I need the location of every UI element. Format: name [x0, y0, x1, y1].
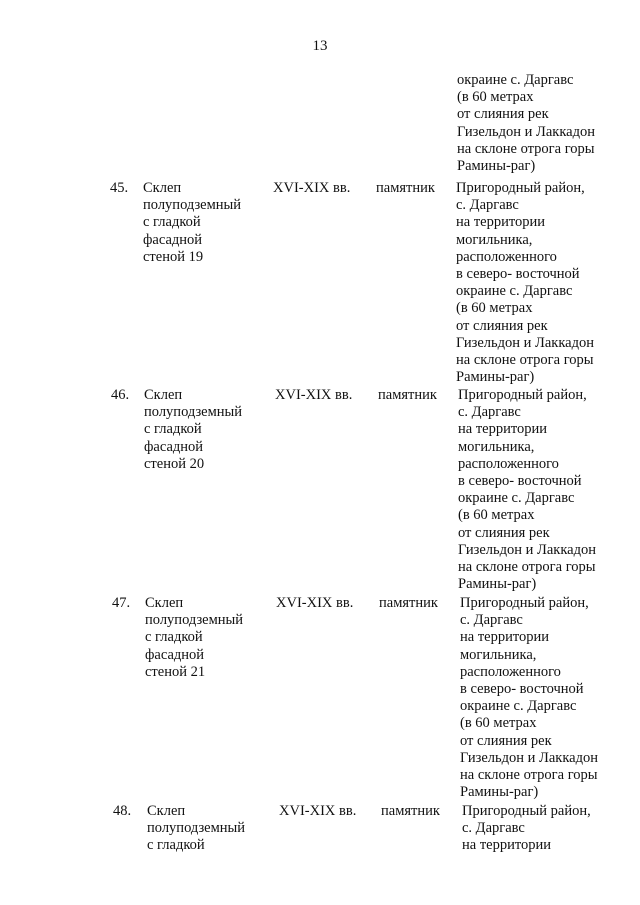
location-line: расположенного [460, 663, 561, 680]
location-line: на склоне отрога горы [456, 352, 594, 369]
location-line: Рамины-раг) [458, 576, 537, 593]
location-line: могильника, [456, 231, 533, 248]
name-line: фасадной [144, 438, 204, 455]
name-line: фасадной [145, 646, 205, 663]
location-line: от слияния рек [458, 524, 550, 541]
name-line: Склеп [144, 387, 183, 403]
location-line: Гизельдон и Лаккадон [458, 541, 596, 558]
location-line: в северо- восточной [456, 266, 580, 283]
location-line: на территории [462, 837, 552, 854]
location-line: с. Даргавс [460, 612, 523, 629]
object-name-cell [143, 180, 241, 266]
location-line: окраине с. Даргавс [458, 490, 575, 507]
category-cell: памятник [379, 595, 438, 611]
name-line: стеной 20 [144, 455, 205, 472]
location-line: на склоне отрога горы [458, 559, 596, 576]
continued-location-cell [457, 72, 595, 175]
name-line: фасадной [143, 231, 203, 248]
location-line: (в 60 метрах [458, 507, 535, 524]
location-line: Пригородный район, [456, 180, 585, 196]
name-line: полуподземный [144, 404, 243, 421]
location-cell [462, 803, 591, 855]
location-line: окраине с. Даргавс [457, 72, 574, 88]
location-line: от слияния рек [460, 732, 552, 749]
name-line: полуподземный [143, 197, 242, 214]
object-name-cell [145, 595, 243, 681]
object-name-cell [147, 803, 245, 855]
location-line: с. Даргавс [462, 820, 525, 837]
name-line: стеной 21 [145, 663, 206, 680]
name-line: с гладкой [143, 214, 201, 231]
location-line: от слияния рек [456, 317, 548, 334]
category-cell: памятник [381, 803, 440, 819]
name-line: с гладкой [145, 629, 203, 646]
location-line: Пригородный район, [460, 595, 589, 611]
location-line: Пригородный район, [458, 387, 587, 403]
location-line: на территории [460, 629, 550, 646]
name-line: полуподземный [145, 612, 244, 629]
name-line: Склеп [143, 180, 182, 196]
location-line: (в 60 метрах [460, 715, 537, 732]
location-line: расположенного [458, 455, 559, 472]
location-line: расположенного [456, 248, 557, 265]
object-name-cell [144, 387, 242, 473]
location-line: Гизельдон и Лаккадон [456, 334, 594, 351]
location-cell [460, 595, 598, 801]
location-line: на территории [458, 421, 548, 438]
location-line: с. Даргавс [456, 197, 519, 214]
location-line: окраине с. Даргавс [460, 698, 577, 715]
location-line: Пригородный район, [462, 803, 591, 819]
location-line: Гизельдон и Лаккадон [457, 123, 595, 140]
dating-cell: XVI-XIX вв. [276, 595, 354, 611]
row-number: 48. [113, 803, 132, 819]
dating-cell: XVI-XIX вв. [279, 803, 357, 819]
row-number: 46. [111, 387, 130, 403]
location-line: (в 60 метрах [456, 300, 533, 317]
location-line: Рамины-раг) [456, 369, 535, 386]
location-line: с. Даргавс [458, 404, 521, 421]
name-line: с гладкой [144, 421, 202, 438]
row-number: 47. [112, 595, 131, 611]
location-line: в северо- восточной [458, 473, 582, 490]
location-line: на склоне отрога горы [457, 140, 595, 157]
dating-cell: XVI-XIX вв. [273, 180, 351, 196]
location-line: Рамины-раг) [460, 784, 539, 801]
location-line: могильника, [458, 438, 535, 455]
location-line: окраине с. Даргавс [456, 283, 573, 300]
location-line: Рамины-раг) [457, 158, 536, 175]
location-line: Гизельдон и Лаккадон [460, 749, 598, 766]
name-line: Склеп [147, 803, 186, 819]
name-line: с гладкой [147, 837, 205, 854]
location-line: на склоне отрога горы [460, 767, 598, 784]
location-line: (в 60 метрах [457, 89, 534, 106]
location-line: в северо- восточной [460, 681, 584, 698]
location-cell [456, 180, 594, 386]
category-cell: памятник [378, 387, 437, 403]
location-line: от слияния рек [457, 106, 549, 123]
row-number: 45. [110, 180, 129, 196]
dating-cell: XVI-XIX вв. [275, 387, 353, 403]
location-line: могильника, [460, 646, 537, 663]
category-cell: памятник [376, 180, 435, 196]
location-line: на территории [456, 214, 546, 231]
page-number: 13 [312, 38, 328, 54]
name-line: стеной 19 [143, 248, 204, 265]
name-line: полуподземный [147, 820, 246, 837]
name-line: Склеп [145, 595, 184, 611]
location-cell [458, 387, 596, 593]
